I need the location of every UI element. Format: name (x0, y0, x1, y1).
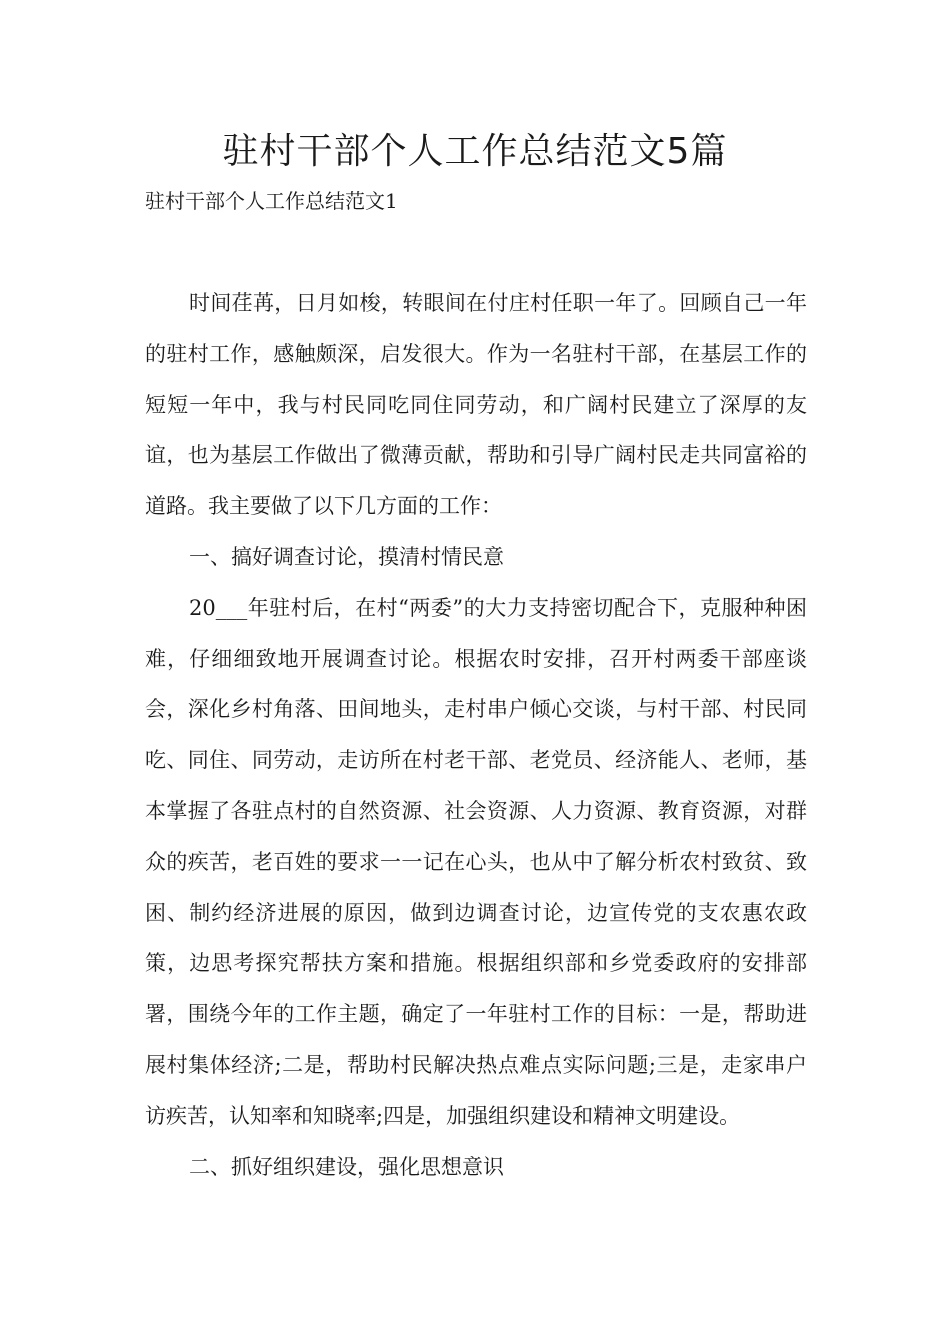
section-heading-1: 一、搞好调查讨论，摸清村情民意 (189, 544, 504, 569)
section-heading-2: 二、抓好组织建设，强化思想意识 (189, 1154, 504, 1179)
paragraph-intro: 时间荏苒，日月如梭，转眼间在付庄村任职一年了。回顾自己一年的驻村工作，感触颇深，启发很大。作为一名驻村干部，在基层工作的短短一年中，我与村民同吃同住同劳动，和广阔村民建立了深厚的友谊，也为基层工作做出了微薄贡献，帮助和引导广阔村民走共同富裕的道路。我主要做了以下几方面的工作： (145, 291, 807, 519)
paragraph-section-1: 20___年驻村后，在村“两委”的大力支持密切配合下，克服种种困难，仔细细致地开展调查讨论。根据农时安排，召开村两委干部座谈会，深化乡村角落、田间地头，走村串户倾心交谈，与村干部、村民同吃、同住、同劳动，走访所在村老干部、老党员、经济能人、老师，基本掌握了各驻点村的自然资源、社会资源、人力资源、教育资源，对群众的疾苦，老百姓的要求一一记在心头，也从中了解分析农村致贫、致困、制约经济进展的原因，做到边调查讨论，边宣传党的支农惠农政策，边思考探究帮扶方案和措施。根据组织部和乡党委政府的安排部署，围绕今年的工作主题，确定了一年驻村工作的目标：一是，帮助进展村集体经济;二是，帮助村民解决热点难点实际问题;三是，走家串户访疾苦，认知率和知晓率;四是，加强组织建设和精神文明建设。 (145, 595, 807, 1128)
document-body (145, 278, 807, 1192)
document-subtitle: 驻村干部个人工作总结范文1 (145, 189, 398, 213)
document-title: 驻村干部个人工作总结范文5篇 (222, 131, 728, 172)
